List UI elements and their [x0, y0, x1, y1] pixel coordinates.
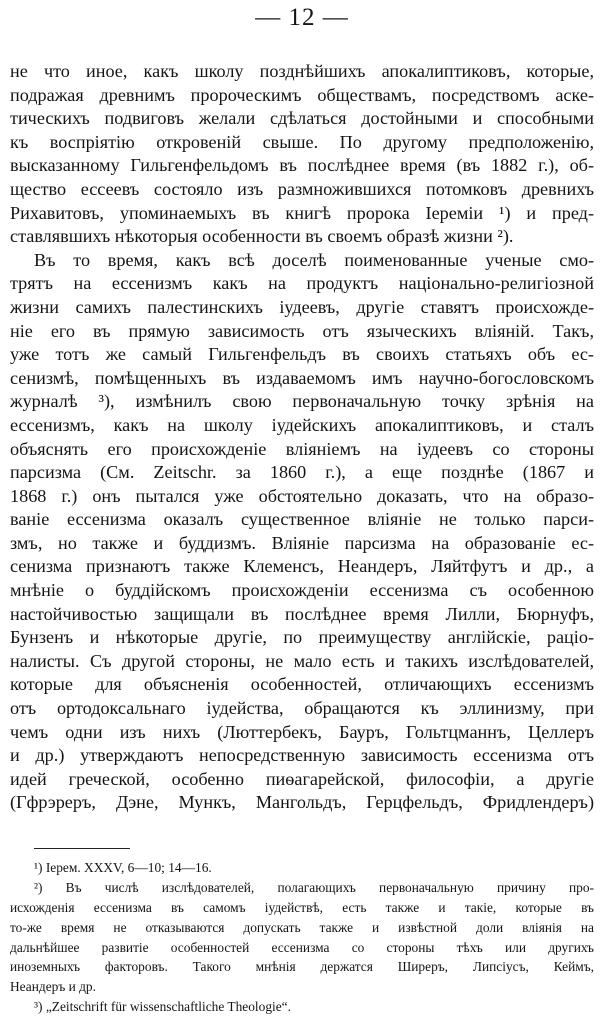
- footnote-line: Неандеръ и др.: [10, 979, 96, 995]
- text-line: жизни самихъ палестинскихъ іудеевъ, другіе ставятъ происхожде-: [10, 296, 594, 317]
- text-line: не что иное, какъ школу позднѣйшихъ апокалиптиковъ, которые,: [10, 61, 594, 81]
- text-line: къ воспріятію откровеній свыше. По другому предположенію,: [10, 131, 594, 152]
- text-line: подражая древнимъ пророческимъ обществамъ, посредствомъ аске-: [10, 84, 594, 105]
- text-line: уже тотъ же самый Гильгенфельдъ въ своихъ статьяхъ объ ес-: [10, 344, 594, 365]
- text-line: настойчивостью защищали въ послѣднее время Лилли, Бюрнуфъ,: [10, 603, 594, 624]
- text-line: налисты. Съ другой стороны, не мало есть и такихъ изслѣдователей,: [10, 650, 594, 671]
- text-line: ставлявшихъ нѣкоторыя особенности въ своемъ образѣ жизни ²).: [10, 226, 514, 247]
- text-line: ваніе ессенизма оказалъ существенное вліяніе не только парси-: [10, 509, 594, 530]
- text-line: (Гфрэреръ, Дэне, Мункъ, Мангольдъ, Герцфельдъ, Фридлендеръ): [10, 792, 594, 813]
- text-line: змъ, но также и буддизмъ. Вліяніе парсизма на образованіе ес-: [10, 532, 594, 553]
- text-line: 1868 г.) онъ пытался уже обстоятельно доказать, что на образо-: [10, 485, 594, 506]
- page-number: — 12 —: [255, 4, 349, 31]
- footnote-line: исхожденія ессенизма въ самомъ іудействѣ, есть также и такіе, которые въ: [10, 899, 594, 915]
- footnote-line: ¹) Іерем. XXXV, 6—10; 14—16.: [34, 860, 212, 875]
- text-line: Бунзенъ и нѣкоторые другіе, по преимуществу англійскіе, раціо-: [10, 627, 594, 648]
- text-line: сенизма признаютъ также Клеменсъ, Неандеръ, Ляйтфутъ и др., а: [10, 556, 594, 577]
- text-line: Въ то время, какъ всѣ доселѣ поименованные ученые смо-: [34, 249, 594, 270]
- text-line: щество ессеевъ состояло изъ размножившихся потомковъ древнихъ: [10, 178, 594, 199]
- text-line: и др.) утверждаютъ непосредственную зависимость ессенизма отъ: [10, 745, 594, 766]
- text-line: тическихъ подвиговъ желали сдѣлаться достойными и способными: [10, 108, 594, 129]
- text-line: высказанному Гильгенфельдомъ въ послѣднее время (въ 1882 г.), об-: [10, 155, 594, 176]
- footnote-line: ²) Въ числѣ изслѣдователей, полагающихъ первоначальную причину про-: [34, 879, 594, 895]
- footnote-line: то-же время не отказываются допускать также и извѣстной доли вліянія на: [10, 919, 594, 935]
- text-line: которые для объясненія особенностей, отличающихъ ессенизмъ: [10, 674, 594, 695]
- text-line: чемъ одни изъ нихъ (Люттербекъ, Бауръ, Гольтцманнъ, Целлеръ: [10, 721, 594, 742]
- text-line: ніе его въ прямую зависимость отъ языческихъ вліяній. Такъ,: [10, 320, 594, 341]
- footnote-divider: [34, 848, 130, 849]
- text-line: сенизмѣ, помѣщенныхъ въ издаваемомъ имъ научно-богословскомъ: [10, 367, 594, 388]
- main-text: [10, 60, 594, 815]
- footnotes: [10, 858, 594, 1017]
- text-line: журналѣ ³), измѣнилъ свою первоначальную точку зрѣнія на: [10, 391, 594, 412]
- footnote-line: ³) „Zeitschrift für wissenschaftliche Theologie“.: [34, 999, 291, 1015]
- footnote-line: дальнѣйшее развитіе особенностей ессенизма со стороны тѣхъ или другихъ: [10, 939, 594, 955]
- text-line: отъ ортодоксальнаго іудейства, обращаются къ эллинизму, при: [10, 698, 594, 719]
- text-line: объяснять его происхожденіе вліяніемъ на іудеевъ со стороны: [10, 438, 594, 459]
- text-line: трятъ на ессенизмъ какъ на продуктъ національно-религіозной: [10, 273, 594, 294]
- footnote-line: иноземныхъ факторовъ. Такого мнѣнія держатся Ширеръ, Липсіусъ, Кеймъ,: [10, 959, 594, 975]
- text-line: ессенизмъ, какъ на школу іудейскихъ апокалиптиковъ, и сталъ: [10, 414, 594, 435]
- text-line: парсизма (См. Zeitschr. за 1860 г.), а еще позднѣе (1867 и: [10, 462, 594, 483]
- text-line: Рихавитовъ, упоминаемыхъ въ книгѣ пророка Іереміи ¹) и пред-: [10, 202, 594, 223]
- text-line: идей греческой, особенно пиѳагарейской, философіи, а другіе: [10, 768, 594, 789]
- text-line: мнѣніе о буддійскомъ происхожденіи ессенизма съ особенною: [10, 580, 594, 601]
